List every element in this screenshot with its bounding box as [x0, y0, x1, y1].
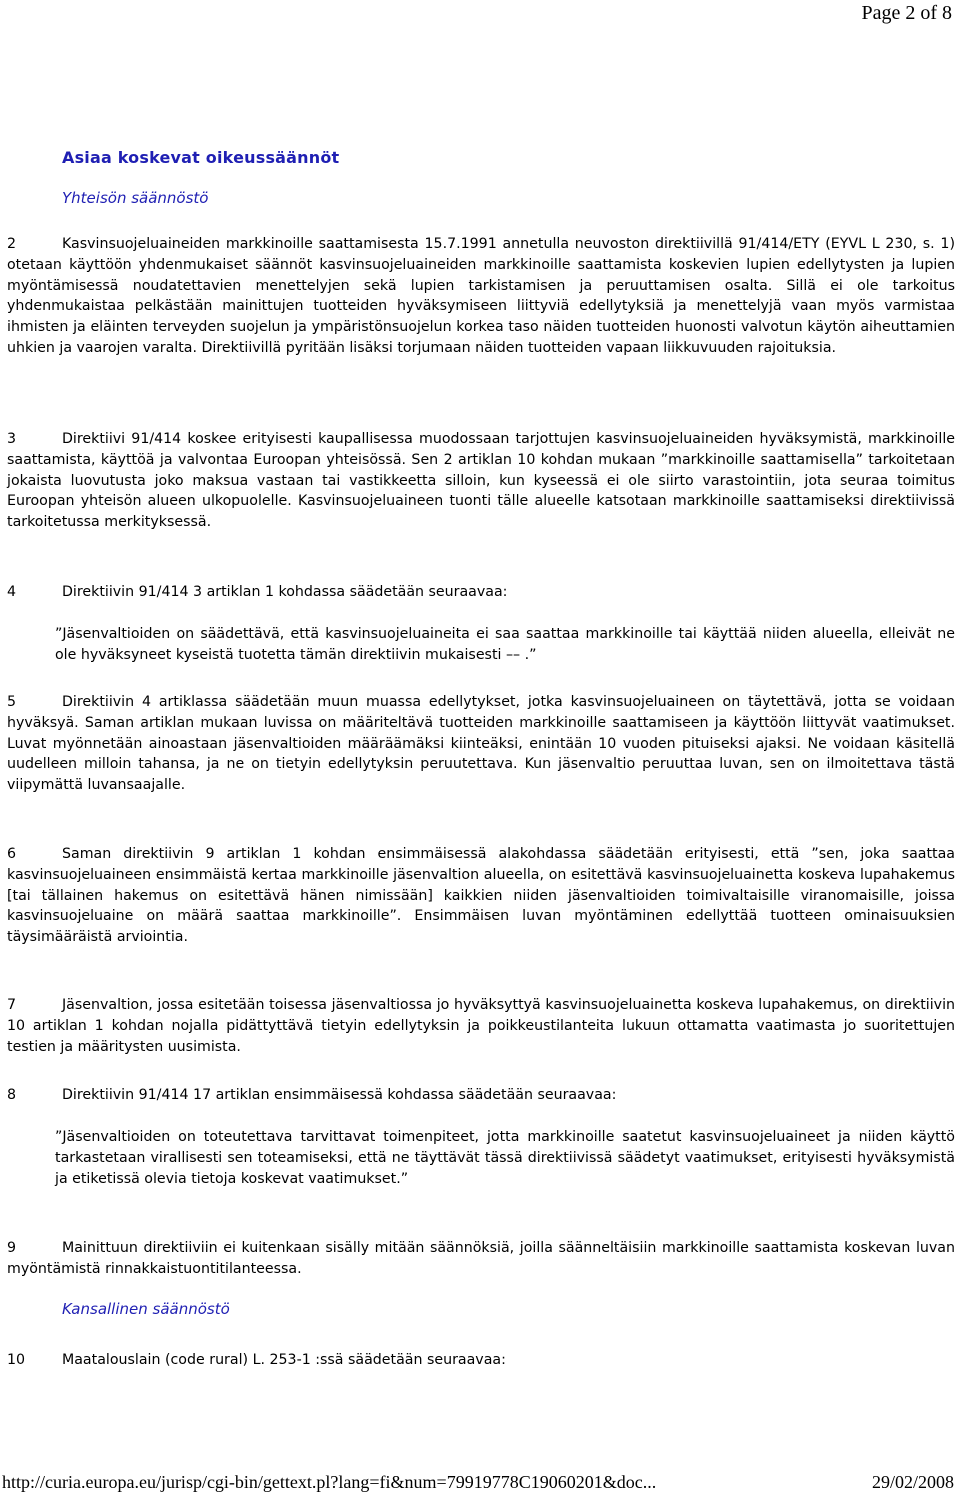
page-number: Page 2 of 8 — [861, 2, 952, 24]
paragraph-number: 7 — [7, 997, 17, 1013]
paragraph-2 — [7, 234, 955, 359]
paragraph-number: 4 — [7, 584, 17, 600]
paragraph-4 — [7, 582, 955, 603]
paragraph-number: 6 — [7, 846, 17, 862]
paragraph-text: Direktiivin 4 artiklassa säädetään muun muassa edellytykset, jotka kasvinsuojeluaineen on täytettävä, jotta se voidaan hyväksyä. Saman artiklan mukaan luvissa on määriteltävä tuotteiden markkinoille saattamiseen ja käyttöön liittyvät vaatimukset. Luvat myönnetään ainoastaan jäsenvaltioiden määräämäksi kiinteäksi, enintään 10 vuoden pituiseksi ajaksi. Ne voidaan käsitellä uudelleen milloin tahansa, ja ne on tietyin edellytyksin peruutettava. Kun jäsenvaltio peruuttaa luvan, sen on ilmoitettava tästä viipymättä luvansaajalle. — [7, 694, 955, 794]
subheading-community: Yhteisön säännöstö — [62, 189, 209, 207]
paragraph-number: 2 — [7, 236, 17, 252]
paragraph-text: Kasvinsuojeluaineiden markkinoille saattamisesta 15.7.1991 annetulla neuvoston direktiivillä 91/414/ETY (EYVL L 230, s. 1) otetaan käyttöön yhdenmukaiset säännöt kasvinsuojeluaineiden markkinoille saattamista koskevien lupien edellytysten ja lupien myöntämisessä noudatettavien menettelyjen sekä lupien tarkistamisen ja peruuttamisen osalta. Sillä ei ole tarkoitus yhdenmukaistaa pelkästään mainittujen tuotteiden hyväksymiseen liittyviä edellytyksiä ja menettelyjä vaan myös varmistaa ihmisten ja eläinten terveyden suojelun ja ympäristönsuojelun korkea taso näiden tuotteiden huonosti valvotun käytön aiheuttamien uhkien ja vaarojen varalta. Direktiivillä pyritään lisäksi torjumaan näiden tuotteiden vapaan liikkuvuuden rajoituksia. — [7, 236, 955, 356]
paragraph-8 — [7, 1085, 955, 1106]
page-footer — [2, 1472, 954, 1493]
paragraph-10 — [7, 1350, 955, 1371]
paragraph-number: 8 — [7, 1087, 17, 1103]
paragraph-number: 10 — [7, 1352, 26, 1368]
paragraph-text: Saman direktiivin 9 artiklan 1 kohdan ensimmäisessä alakohdassa säädetään erityisesti, että ”sen, joka saattaa kasvinsuojeluaineen ensimmäistä kertaa markkinoille jäsenvaltion alueella, on esitettävä kasvinsuojeluainetta koskeva lupahakemus [tai tällainen hakemus on esitettävä hänen nimissään] kaikkien niiden jäsenvaltioiden toimivaltaisille viranomaisille, joissa kasvinsuojeluaine on määrä saattaa markkinoille”. Ensimmäisen luvan myöntäminen edellyttää tuotteen ominaisuuksien täysimääräistä arviointia. — [7, 846, 955, 946]
paragraph-text: Mainittuun direktiiviin ei kuitenkaan sisälly mitään säännöksiä, joilla säänneltäisiin markkinoille saattamista koskevan luvan myöntämistä rinnakkaistuontitilanteessa. — [7, 1240, 955, 1277]
paragraph-5 — [7, 692, 955, 796]
paragraph-text: Direktiivin 91/414 3 artiklan 1 kohdassa säädetään seuraavaa: — [62, 584, 508, 600]
paragraph-number: 3 — [7, 431, 17, 447]
paragraph-number: 5 — [7, 694, 17, 710]
paragraph-text: Maatalouslain (code rural) L. 253-1 :ssä säädetään seuraavaa: — [62, 1352, 506, 1368]
footer-url: http://curia.europa.eu/jurisp/cgi-bin/gettext.pl?lang=fi&num=79919778C19060201&doc... — [2, 1472, 657, 1492]
paragraph-text: Direktiivi 91/414 koskee erityisesti kaupallisessa muodossaan tarjottujen kasvinsuojeluaineiden hyväksymistä, markkinoille saattamista, käyttöä ja valvontaa Euroopan yhteisössä. Sen 2 artiklan 10 kohdan mukaan ”markkinoille saattamisella” tarkoitetaan jokaista luovutusta joko maksua vastaan tai vastikkeetta silloin, kun kyseessä ei ole siirto varastointiin, jota seuraa toimitus Euroopan yhteisön alueen ulkopuolelle. Kasvinsuojeluaineen tuonti tälle alueelle katsotaan markkinoille saattamiseksi direktiivissä tarkoitetussa merkityksessä. — [7, 431, 955, 531]
quote-article-3: ”Jäsenvaltioiden on säädettävä, että kasvinsuojeluaineita ei saa saattaa markkinoille tai käyttää niiden alueella, elleivät ne ole hyväksyneet kyseistä tuotetta tämän direktiivin mukaisesti –– .” — [55, 626, 955, 663]
subheading-national: Kansallinen säännöstö — [62, 1300, 230, 1318]
paragraph-9 — [7, 1238, 955, 1280]
paragraph-number: 9 — [7, 1240, 17, 1256]
paragraph-text: Direktiivin 91/414 17 artiklan ensimmäisessä kohdassa säädetään seuraavaa: — [62, 1087, 617, 1103]
section-heading: Asiaa koskevat oikeussäännöt — [62, 148, 340, 167]
quote-article-17: ”Jäsenvaltioiden on toteutettava tarvittavat toimenpiteet, jotta markkinoille saatetut kasvinsuojeluaineet ja niiden käyttö tarkastetaan virallisesti sen toteamiseksi, että ne täyttävät tässä direktiivissä säädetyt vaatimukset, erityisesti hyväksymistä ja etiketissä olevia tietoja koskevat vaatimukset.” — [55, 1129, 955, 1187]
paragraph-7 — [7, 995, 955, 1057]
paragraph-text: Jäsenvaltion, jossa esitetään toisessa jäsenvaltiossa jo hyväksyttyä kasvinsuojeluainetta koskeva lupahakemus, on direktiivin 10 artiklan 1 kohdan nojalla pidättyttävä tietyin edellytyksin ja poikkeustilanteita lukuun ottamatta vaatimasta jo suoritettujen testien ja määritysten uusimista. — [7, 997, 955, 1055]
paragraph-6 — [7, 844, 955, 948]
footer-date: 29/02/2008 — [871, 1472, 954, 1492]
paragraph-3 — [7, 429, 955, 533]
